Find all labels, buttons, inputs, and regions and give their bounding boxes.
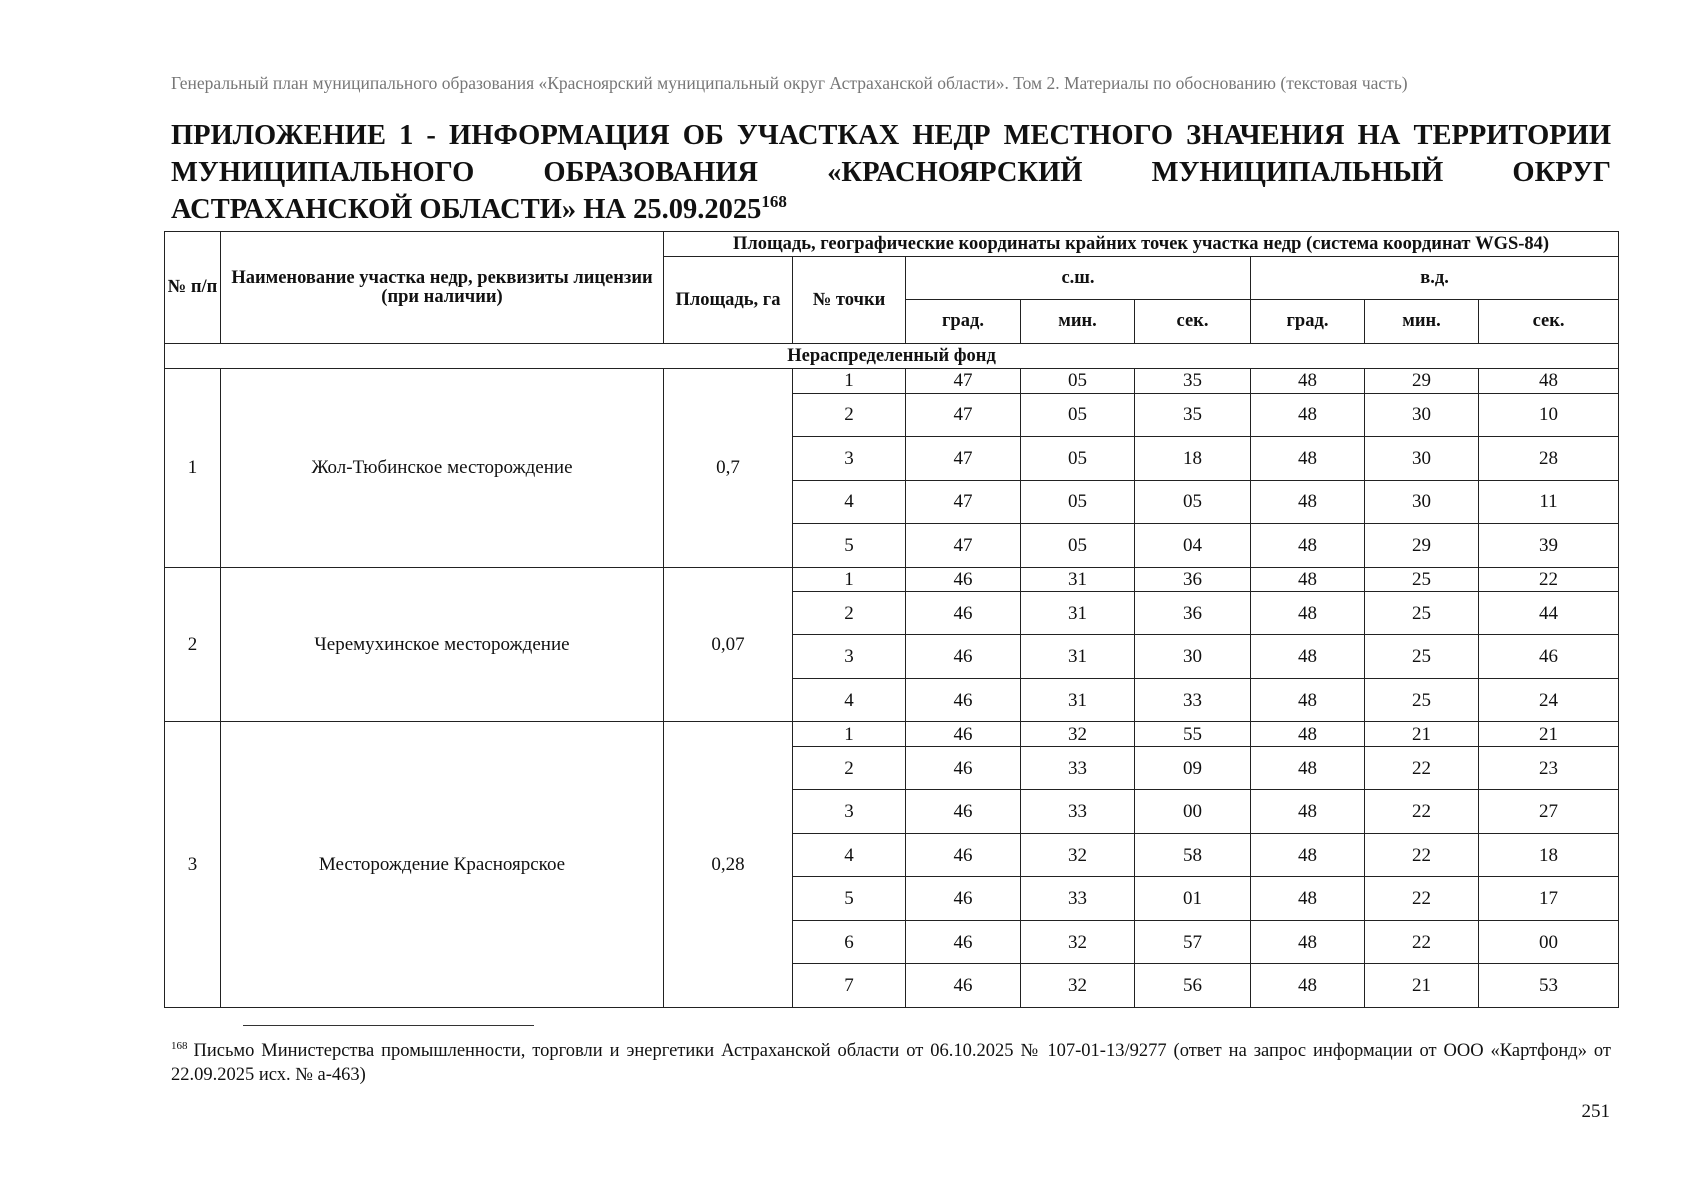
point-number: 5 [793, 877, 906, 921]
header-lon-min: мин. [1365, 300, 1479, 344]
lon-min: 22 [1365, 790, 1479, 834]
lon-sec: 11 [1479, 480, 1619, 524]
lat-sec: 57 [1135, 920, 1251, 964]
lat-min: 05 [1021, 480, 1135, 524]
point-number: 6 [793, 920, 906, 964]
lon-deg: 48 [1251, 480, 1365, 524]
lat-sec: 35 [1135, 393, 1251, 437]
lat-min: 33 [1021, 877, 1135, 921]
lon-sec: 22 [1479, 567, 1619, 591]
point-number: 4 [793, 480, 906, 524]
site-area: 0,28 [664, 722, 793, 1008]
lon-sec: 23 [1479, 746, 1619, 790]
site-number: 3 [165, 722, 221, 1008]
lat-min: 05 [1021, 437, 1135, 481]
fund-section-label: Нераспределенный фонд [165, 344, 1619, 369]
lon-min: 22 [1365, 877, 1479, 921]
lon-sec: 10 [1479, 393, 1619, 437]
point-number: 2 [793, 591, 906, 635]
lon-sec: 18 [1479, 833, 1619, 877]
lon-min: 22 [1365, 746, 1479, 790]
lon-deg: 48 [1251, 591, 1365, 635]
lat-deg: 47 [906, 369, 1021, 393]
site-name: Жол-Тюбинское месторождение [221, 369, 664, 567]
lon-sec: 39 [1479, 524, 1619, 568]
lat-deg: 46 [906, 635, 1021, 679]
lat-sec: 04 [1135, 524, 1251, 568]
lat-deg: 46 [906, 833, 1021, 877]
lon-min: 25 [1365, 591, 1479, 635]
lat-deg: 47 [906, 480, 1021, 524]
header-area: Площадь, га [664, 257, 793, 344]
lon-deg: 48 [1251, 746, 1365, 790]
lon-min: 30 [1365, 480, 1479, 524]
lon-deg: 48 [1251, 877, 1365, 921]
running-header: Генеральный план муниципального образования «Красноярский муниципальный округ Астраханской области». Том 2. Материалы по обоснованию (текстовая часть) [171, 73, 1408, 93]
header-lon-deg: град. [1251, 300, 1365, 344]
point-number: 1 [793, 567, 906, 591]
site-name: Черемухинское месторождение [221, 567, 664, 722]
lon-sec: 24 [1479, 678, 1619, 722]
lon-min: 29 [1365, 369, 1479, 393]
lat-sec: 09 [1135, 746, 1251, 790]
header-lon-sec: сек. [1479, 300, 1619, 344]
lon-min: 22 [1365, 920, 1479, 964]
footnote-mark: 168 [171, 1040, 188, 1052]
point-number: 3 [793, 635, 906, 679]
lat-deg: 46 [906, 722, 1021, 746]
lat-min: 33 [1021, 746, 1135, 790]
lon-deg: 48 [1251, 393, 1365, 437]
lat-min: 31 [1021, 635, 1135, 679]
lon-sec: 28 [1479, 437, 1619, 481]
footnote [171, 1039, 1611, 1087]
point-number: 4 [793, 678, 906, 722]
lon-min: 25 [1365, 567, 1479, 591]
lon-deg: 48 [1251, 722, 1365, 746]
lat-deg: 46 [906, 920, 1021, 964]
header-num: № п/п [165, 232, 221, 344]
lon-min: 30 [1365, 393, 1479, 437]
lon-deg: 48 [1251, 635, 1365, 679]
table-row [165, 722, 1619, 746]
lat-sec: 05 [1135, 480, 1251, 524]
lat-min: 32 [1021, 920, 1135, 964]
lat-sec: 01 [1135, 877, 1251, 921]
lon-deg: 48 [1251, 567, 1365, 591]
lat-sec: 00 [1135, 790, 1251, 834]
lon-sec: 27 [1479, 790, 1619, 834]
lat-deg: 46 [906, 964, 1021, 1008]
lat-min: 31 [1021, 678, 1135, 722]
point-number: 5 [793, 524, 906, 568]
lat-deg: 46 [906, 790, 1021, 834]
lon-deg: 48 [1251, 920, 1365, 964]
lon-min: 22 [1365, 833, 1479, 877]
point-number: 2 [793, 393, 906, 437]
lon-min: 25 [1365, 678, 1479, 722]
header-latitude: с.ш. [906, 257, 1251, 300]
header-lat-sec: сек. [1135, 300, 1251, 344]
lat-sec: 36 [1135, 567, 1251, 591]
lat-deg: 46 [906, 746, 1021, 790]
lat-min: 05 [1021, 393, 1135, 437]
lat-sec: 33 [1135, 678, 1251, 722]
lat-min: 31 [1021, 591, 1135, 635]
lat-min: 33 [1021, 790, 1135, 834]
page-title [171, 117, 1611, 228]
lat-sec: 18 [1135, 437, 1251, 481]
point-number: 2 [793, 746, 906, 790]
subsoil-sites-table [164, 231, 1619, 1008]
lon-deg: 48 [1251, 369, 1365, 393]
lat-min: 31 [1021, 567, 1135, 591]
point-number: 1 [793, 369, 906, 393]
footnote-divider [243, 1025, 534, 1026]
lat-sec: 58 [1135, 833, 1251, 877]
header-coordinates-group: Площадь, географические координаты крайних точек участка недр (система координат WGS-84) [664, 232, 1619, 257]
header-lat-min: мин. [1021, 300, 1135, 344]
lon-min: 29 [1365, 524, 1479, 568]
point-number: 4 [793, 833, 906, 877]
lat-deg: 47 [906, 393, 1021, 437]
lon-deg: 48 [1251, 790, 1365, 834]
lon-sec: 48 [1479, 369, 1619, 393]
lon-deg: 48 [1251, 524, 1365, 568]
lon-min: 21 [1365, 722, 1479, 746]
lat-min: 32 [1021, 722, 1135, 746]
table-row [165, 369, 1619, 393]
lat-min: 05 [1021, 524, 1135, 568]
point-number: 7 [793, 964, 906, 1008]
lat-sec: 55 [1135, 722, 1251, 746]
header-name: Наименование участка недр, реквизиты лицензии (при наличии) [221, 232, 664, 344]
lat-sec: 56 [1135, 964, 1251, 1008]
header-longitude: в.д. [1251, 257, 1619, 300]
footnote-text: Письмо Министерства промышленности, торговли и энергетики Астраханской области от 06.10.2025 № 107-01-13/9277 (ответ на запрос информации от ООО «Картфонд» от 22.09.2025 исх. № а-463) [171, 1041, 1611, 1085]
lat-min: 32 [1021, 833, 1135, 877]
page-number: 251 [1581, 1101, 1610, 1122]
title-footnote-ref[interactable]: 168 [761, 192, 787, 211]
title-text: ПРИЛОЖЕНИЕ 1 - ИНФОРМАЦИЯ ОБ УЧАСТКАХ НЕДР МЕСТНОГО ЗНАЧЕНИЯ НА ТЕРРИТОРИИ МУНИЦИПАЛЬНОГО ОБРАЗОВАНИЯ «КРАСНОЯРСКИЙ МУНИЦИПАЛЬНЫЙ ОКРУГ АСТРАХАНСКОЙ ОБЛАСТИ» НА 25.09.2025 [171, 120, 1611, 225]
lat-deg: 47 [906, 437, 1021, 481]
site-number: 1 [165, 369, 221, 567]
lon-deg: 48 [1251, 964, 1365, 1008]
lat-min: 05 [1021, 369, 1135, 393]
lat-deg: 46 [906, 877, 1021, 921]
point-number: 1 [793, 722, 906, 746]
site-area: 0,7 [664, 369, 793, 567]
site-number: 2 [165, 567, 221, 722]
lon-min: 30 [1365, 437, 1479, 481]
table-row [165, 567, 1619, 591]
lat-deg: 47 [906, 524, 1021, 568]
lon-sec: 00 [1479, 920, 1619, 964]
lon-deg: 48 [1251, 437, 1365, 481]
lon-sec: 46 [1479, 635, 1619, 679]
lat-min: 32 [1021, 964, 1135, 1008]
lon-deg: 48 [1251, 678, 1365, 722]
lat-sec: 36 [1135, 591, 1251, 635]
point-number: 3 [793, 437, 906, 481]
lat-deg: 46 [906, 591, 1021, 635]
lon-sec: 21 [1479, 722, 1619, 746]
site-name: Месторождение Красноярское [221, 722, 664, 1008]
lon-deg: 48 [1251, 833, 1365, 877]
lon-sec: 44 [1479, 591, 1619, 635]
lat-deg: 46 [906, 567, 1021, 591]
lon-sec: 17 [1479, 877, 1619, 921]
site-area: 0,07 [664, 567, 793, 722]
point-number: 3 [793, 790, 906, 834]
lon-min: 21 [1365, 964, 1479, 1008]
header-point: № точки [793, 257, 906, 344]
lat-deg: 46 [906, 678, 1021, 722]
lat-sec: 30 [1135, 635, 1251, 679]
lon-min: 25 [1365, 635, 1479, 679]
header-lat-deg: град. [906, 300, 1021, 344]
lat-sec: 35 [1135, 369, 1251, 393]
lon-sec: 53 [1479, 964, 1619, 1008]
